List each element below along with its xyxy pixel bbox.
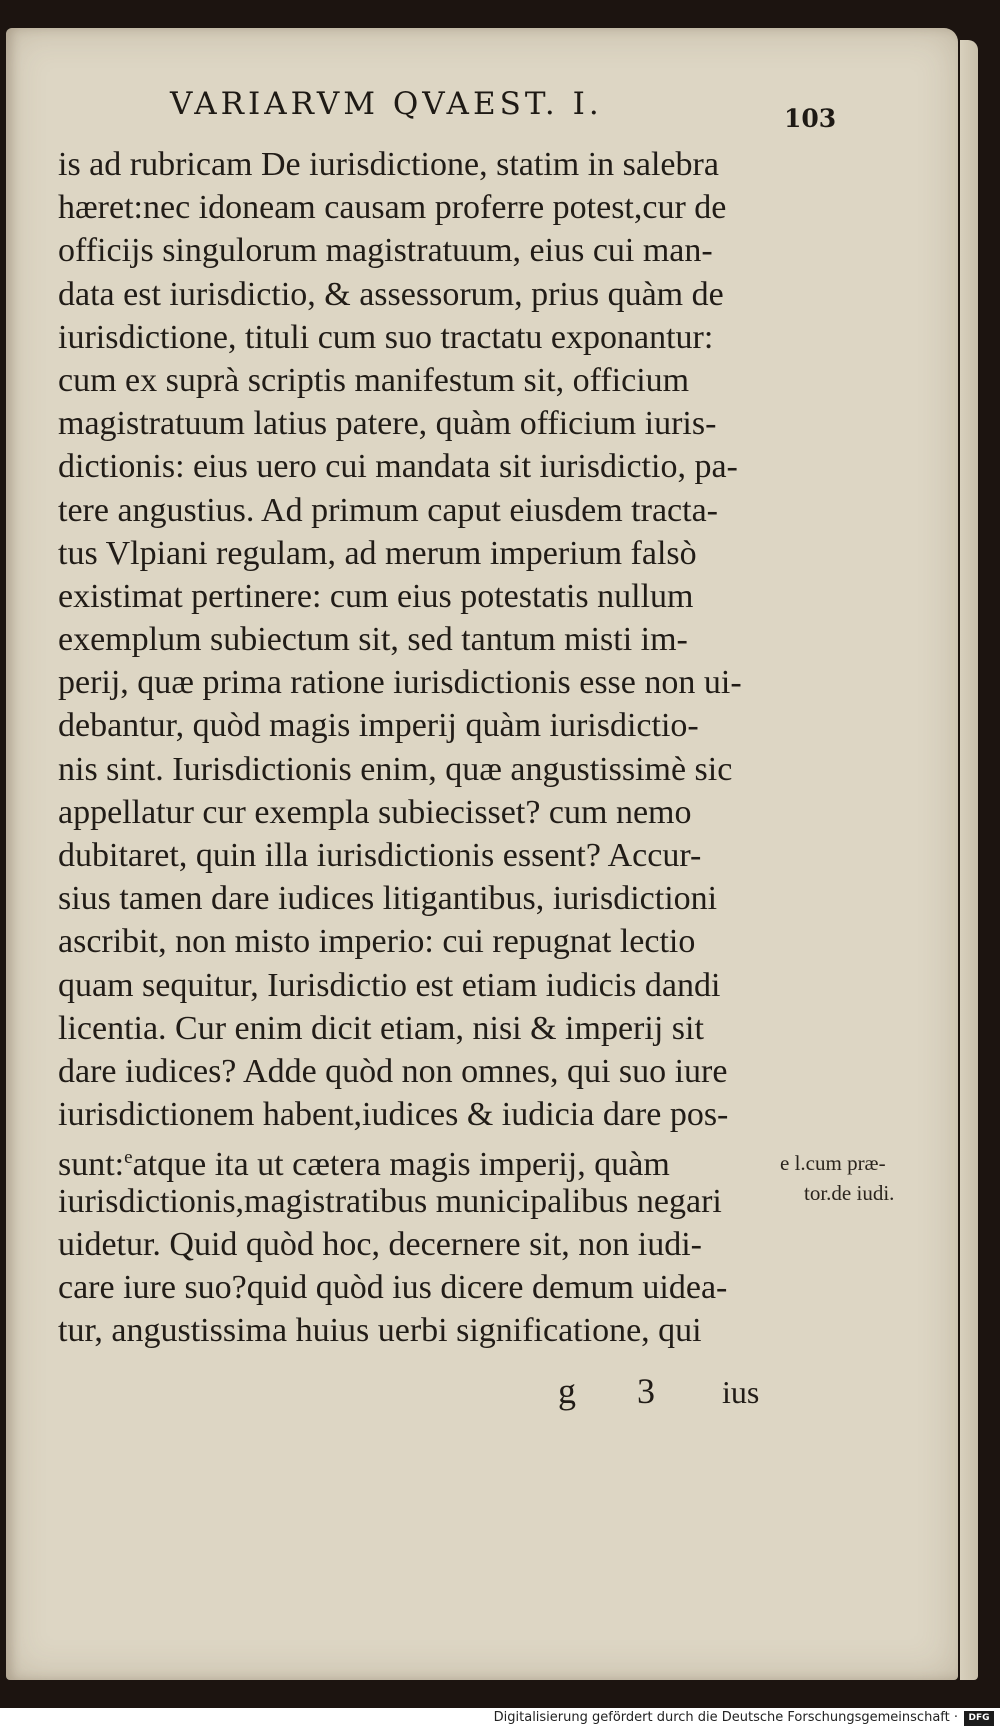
text-line: cum ex suprà scriptis manifestum sit, officium xyxy=(58,361,690,399)
text-line: is ad rubricam De iurisdictione, statim in salebra xyxy=(58,146,719,183)
text-line: tur, angustissima huius uerbi significatione, qui xyxy=(58,1312,702,1350)
running-head: VARIARVM QVAEST. I. xyxy=(170,86,603,122)
text-line: perij, quæ prima ratione iurisdictionis esse non ui- xyxy=(58,664,742,702)
text-line-with-note-mark xyxy=(58,1136,793,1184)
text-line: sius tamen dare iudices litigantibus, iurisdictioni xyxy=(58,880,718,918)
page-number: 103 xyxy=(784,104,837,133)
text-line: data est iurisdictio, & assessorum, prius quàm de xyxy=(58,275,724,313)
text-line: dare iudices? Adde quòd non omnes, qui suo iure xyxy=(58,1052,728,1090)
margin-note-mark: e xyxy=(780,1151,790,1175)
dfg-logo: DFG xyxy=(964,1711,994,1726)
text-line-rest: atque ita ut cætera magis imperij, quàm xyxy=(132,1146,670,1184)
text-line: dictionis: eius uero cui mandata sit iurisdictio, pa- xyxy=(58,448,738,486)
signature-mark: g 3 xyxy=(558,1371,681,1411)
text-line-start: sunt: xyxy=(58,1146,125,1184)
text-line: tere angustius. Ad primum caput eiusdem tracta- xyxy=(58,491,718,529)
text-line: debantur, quòd magis imperij quàm iurisdictio- xyxy=(58,707,699,745)
text-line: care iure suo?quid quòd ius dicere demum uidea- xyxy=(58,1268,728,1306)
text-line: uidetur. Quid quòd hoc, decernere sit, non iudi- xyxy=(58,1225,702,1263)
text-line: iurisdictionis,magistratibus municipalibus negari xyxy=(58,1182,722,1220)
text-line: exemplum subiectum sit, sed tantum misti im- xyxy=(58,621,688,659)
text-line: licentia. Cur enim dicit etiam, nisi & imperij sit xyxy=(58,1009,704,1047)
text-line: iurisdictionem habent,iudices & iudicia dare pos- xyxy=(58,1096,729,1134)
text-line: quam sequitur, Iurisdictio est etiam iudicis dandi xyxy=(58,966,721,1004)
footer-bar xyxy=(0,1708,1000,1730)
text-line: hæret:nec idoneam causam proferre potest,cur de xyxy=(58,189,727,227)
paper-edge xyxy=(960,40,978,1680)
funding-credit: Digitalisierung gefördert durch die Deutsche Forschungsgemeinschaft · xyxy=(493,1710,958,1725)
text-line: appellatur cur exempla subiecisset? cum nemo xyxy=(58,793,692,831)
footnote-mark: e xyxy=(124,1147,133,1169)
margin-note-line-2: tor.de iudi. xyxy=(804,1181,895,1205)
text-line: nis sint. Iurisdictionis enim, quæ angustissimè sic xyxy=(58,750,733,788)
text-line: iurisdictione, tituli cum suo tractatu exponantur: xyxy=(58,318,714,356)
margin-note-line-1: l.cum præ- xyxy=(794,1151,886,1175)
catchword: ius xyxy=(722,1374,760,1410)
margin-note xyxy=(780,1148,894,1208)
text-line: tus Vlpiani regulam, ad merum imperium falsò xyxy=(58,534,697,572)
text-line: magistratuum latius patere, quàm officium iuris- xyxy=(58,405,717,443)
text-line: ascribit, non misto imperio: cui repugnat lectio xyxy=(58,923,696,961)
text-line: officijs singulorum magistratuum, eius cui man- xyxy=(58,232,713,270)
text-line: existimat pertinere: cum eius potestatis nullum xyxy=(58,577,694,615)
text-line: dubitaret, quin illa iurisdictionis essent? Accur- xyxy=(58,837,702,874)
body-text xyxy=(58,143,793,1352)
